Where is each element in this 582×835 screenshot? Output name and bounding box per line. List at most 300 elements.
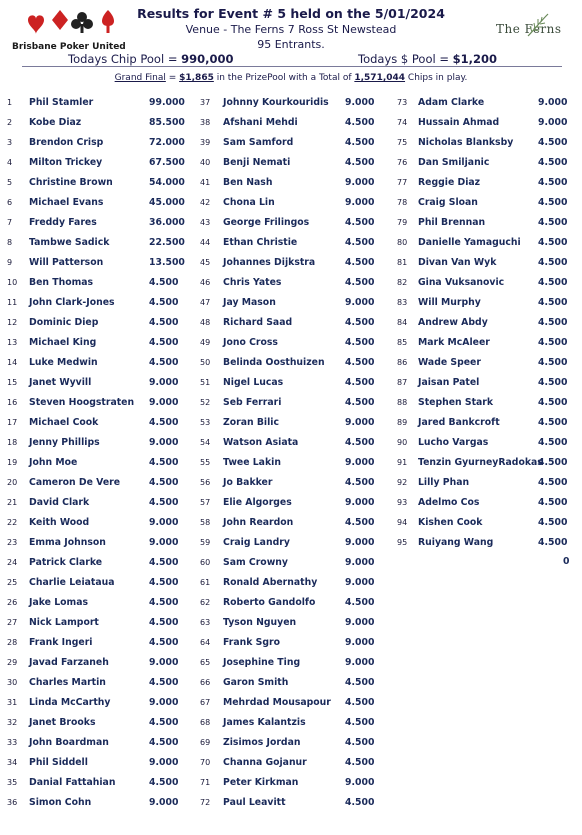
rank-number: 27 [7,618,18,627]
rank-number: 23 [7,538,18,547]
rank-number: 72 [200,798,211,807]
player-name: Linda McCarthy [29,697,111,708]
player-chips: 4.500 [149,577,179,588]
rank-number: 32 [7,718,18,727]
rank-number: 56 [200,478,211,487]
rank-number: 36 [7,798,18,807]
player-chips: 4.500 [149,737,179,748]
player-name: Luke Medwin [29,357,98,368]
rank-number: 55 [200,458,211,467]
rank-number: 79 [397,218,408,227]
rank-number: 12 [7,318,18,327]
rank-number: 19 [7,458,18,467]
rank-number: 41 [200,178,211,187]
player-name: Zoran Bilic [223,417,279,428]
player-chips: 9.000 [345,577,375,588]
player-name: David Clark [29,497,90,508]
player-name: Wade Speer [418,357,481,368]
player-chips: 4.500 [345,677,375,688]
player-chips: 4.500 [345,757,375,768]
player-chips: 4.500 [149,497,179,508]
player-chips: 9.000 [345,297,375,308]
player-name: Tyson Nguyen [223,617,297,628]
rank-number: 68 [200,718,211,727]
player-chips: 9.000 [149,697,179,708]
player-chips: 4.500 [538,397,568,408]
player-chips: 4.500 [345,137,375,148]
player-name: Freddy Fares [29,217,97,228]
player-chips: 4.500 [538,257,568,268]
player-name: Keith Wood [29,517,90,528]
player-name: Brendon Crisp [29,137,104,148]
rank-number: 14 [7,358,18,367]
rank-number: 82 [397,278,408,287]
rank-number: 74 [397,118,408,127]
rank-number: 46 [200,278,211,287]
player-name: Chona Lin [223,197,275,208]
rank-number: 88 [397,398,408,407]
player-name: Jay Mason [223,297,276,308]
grand-final-chips: 1,571,044 [354,73,406,83]
rank-number: 24 [7,558,18,567]
rank-number: 75 [397,138,408,147]
player-chips: 4.500 [538,517,568,528]
player-name: Charlie Leiataua [29,577,115,588]
player-chips: 4.500 [345,357,375,368]
player-chips: 4.500 [538,357,568,368]
grand-final-amount: $1,865 [179,73,214,83]
player-chips: 36.000 [149,217,185,228]
player-chips: 9.000 [345,97,375,108]
player-chips: 13.500 [149,257,185,268]
player-chips: 9.000 [149,797,179,808]
player-name: Elie Algorges [223,497,292,508]
player-name: Lilly Phan [418,477,470,488]
rank-number: 39 [200,138,211,147]
rank-number: 25 [7,578,18,587]
player-name: Garon Smith [223,677,289,688]
player-chips: 9.000 [345,537,375,548]
player-name: Paul Leavitt [223,797,286,808]
player-chips: 4.500 [149,777,179,788]
player-name: Jono Cross [223,337,278,348]
rank-number: 52 [200,398,211,407]
player-chips: 4.500 [345,157,375,168]
player-chips: 4.500 [538,297,568,308]
player-chips: 9.000 [149,397,179,408]
player-name: Nick Lamport [29,617,99,628]
rank-number: 65 [200,658,211,667]
player-name: Tenzin GyurneyRadokas [418,457,543,468]
rank-number: 64 [200,638,211,647]
player-name: Janet Brooks [29,717,96,728]
rank-number: 21 [7,498,18,507]
player-chips: 4.500 [538,477,568,488]
player-chips: 4.500 [345,477,375,488]
rank-number: 13 [7,338,18,347]
player-chips: 4.500 [538,237,568,248]
rank-number: 47 [200,298,211,307]
rank-number: 16 [7,398,18,407]
player-name: Tambwe Sadick [29,237,110,248]
player-chips: 4.500 [538,277,568,288]
rank-number: 4 [7,158,13,167]
player-name: Stephen Stark [418,397,494,408]
player-name: Javad Farzaneh [29,657,109,668]
player-name: John Reardon [223,517,294,528]
rank-number: 51 [200,378,211,387]
player-name: Craig Sloan [418,197,478,208]
player-chips: 9.000 [149,757,179,768]
rank-number: 78 [397,198,408,207]
venue-line: Venue - The Ferns 7 Ross St Newstead [185,23,397,36]
player-chips: 9.000 [538,117,568,128]
rank-number: 34 [7,758,18,767]
dollar-pool-value: $1,200 [452,52,498,66]
player-name: Emma Johnson [29,537,106,548]
rank-number: 10 [7,278,18,287]
rank-number: 77 [397,178,408,187]
player-name: Kobe Diaz [29,117,82,128]
player-chips: 4.500 [345,737,375,748]
player-chips: 4.500 [538,537,568,548]
rank-number: 57 [200,498,211,507]
rank-number: 60 [200,558,211,567]
rank-number: 69 [200,738,211,747]
chip-pool-value: 990,000 [181,52,234,66]
rank-number: 92 [397,478,408,487]
rank-number: 2 [7,118,13,127]
rank-number: 28 [7,638,18,647]
rank-number: 37 [200,98,211,107]
rank-number: 62 [200,598,211,607]
player-chips: 4.500 [538,457,568,468]
player-chips: 67.500 [149,157,185,168]
rank-number: 89 [397,418,408,427]
player-chips: 4.500 [538,137,568,148]
player-name: Johannes Dijkstra [223,257,316,268]
player-name: Danielle Yamaguchi [418,237,521,248]
rank-number: 48 [200,318,211,327]
player-name: Nicholas Blanksby [418,137,514,148]
player-chips: 9.000 [149,657,179,668]
rank-number: 71 [200,778,211,787]
player-name: Dominic Diep [29,317,99,328]
player-chips: 4.500 [345,117,375,128]
rank-number: 31 [7,698,18,707]
player-name: Dan Smiljanic [418,157,490,168]
rank-number: 81 [397,258,408,267]
rank-number: 90 [397,438,408,447]
rank-number: 91 [397,458,408,467]
player-chips: 4.500 [149,597,179,608]
player-name: George Frilingos [223,217,310,228]
player-name: Nigel Lucas [223,377,284,388]
player-chips: 9.000 [345,197,375,208]
player-name: Milton Trickey [29,157,103,168]
player-name: Andrew Abdy [418,317,488,328]
player-name: John Moe [29,457,78,468]
player-name: Sam Crowny [223,557,288,568]
player-name: Janet Wyvill [29,377,92,388]
rank-number: 17 [7,418,18,427]
player-name: Patrick Clarke [29,557,103,568]
player-name: Divan Van Wyk [418,257,497,268]
player-name: Benji Nemati [223,157,291,168]
trailing-zero: 0 [563,556,570,567]
player-chips: 9.000 [345,557,375,568]
rank-number: 59 [200,538,211,547]
rank-number: 70 [200,758,211,767]
rank-number: 40 [200,158,211,167]
player-chips: 4.500 [149,617,179,628]
rank-number: 85 [397,338,408,347]
player-name: Adam Clarke [418,97,485,108]
rank-number: 1 [7,98,13,107]
player-name: Charles Martin [29,677,106,688]
player-chips: 4.500 [345,597,375,608]
rank-number: 76 [397,158,408,167]
player-chips: 9.000 [538,97,568,108]
player-name: John Clark-Jones [29,297,115,308]
player-name: Lucho Vargas [418,437,489,448]
rank-number: 8 [7,238,13,247]
player-chips: 45.000 [149,197,185,208]
player-name: Jo Bakker [223,477,273,488]
grand-final-mid: in the PrizePool with a Total of [213,73,355,83]
player-chips: 4.500 [538,337,568,348]
player-chips: 9.000 [345,637,375,648]
player-name: Watson Asiata [223,437,299,448]
rank-number: 83 [397,298,408,307]
rank-number: 15 [7,378,18,387]
player-name: Richard Saad [223,317,293,328]
player-chips: 9.000 [149,437,179,448]
player-name: Johnny Kourkouridis [223,97,329,108]
player-chips: 4.500 [345,277,375,288]
rank-number: 45 [200,258,211,267]
rank-number: 18 [7,438,18,447]
player-chips: 4.500 [345,377,375,388]
page-title: Results for Event # 5 held on the 5/01/2024 [137,6,445,21]
player-name: Michael Evans [29,197,104,208]
rank-number: 35 [7,778,18,787]
player-chips: 4.500 [538,177,568,188]
player-name: Kishen Cook [418,517,483,528]
rank-number: 84 [397,318,408,327]
player-name: John Boardman [29,737,109,748]
player-name: Ethan Christie [223,237,298,248]
grand-final-label: Grand Final [114,73,166,83]
player-name: Phil Brennan [418,217,486,228]
rank-number: 30 [7,678,18,687]
player-chips: 4.500 [149,557,179,568]
grand-final-end: Chips in play. [405,73,468,83]
player-chips: 9.000 [345,497,375,508]
player-chips: 4.500 [149,277,179,288]
rank-number: 11 [7,298,18,307]
rank-number: 50 [200,358,211,367]
player-chips: 9.000 [345,777,375,788]
dollar-pool-label: Todays $ Pool = [358,52,453,66]
player-name: Ben Thomas [29,277,94,288]
player-chips: 4.500 [345,797,375,808]
rank-number: 9 [7,258,13,267]
player-chips: 4.500 [149,317,179,328]
rank-number: 5 [7,178,13,187]
player-name: Ben Nash [223,177,273,188]
player-chips: 4.500 [538,377,568,388]
rank-number: 95 [397,538,408,547]
rank-number: 38 [200,118,211,127]
rank-number: 66 [200,678,211,687]
player-name: Reggie Diaz [418,177,481,188]
player-name: Steven Hoogstraten [29,397,135,408]
rank-number: 42 [200,198,211,207]
player-name: Jenny Phillips [29,437,100,448]
player-chips: 9.000 [345,417,375,428]
player-chips: 4.500 [149,457,179,468]
player-name: Seb Ferrari [223,397,282,408]
player-name: Michael King [29,337,97,348]
chip-pool-label: Todays Chip Pool = [68,52,182,66]
rank-number: 7 [7,218,13,227]
player-chips: 4.500 [149,717,179,728]
rank-number: 67 [200,698,211,707]
player-chips: 4.500 [345,237,375,248]
player-name: Chris Yates [223,277,282,288]
player-name: Mark McAleer [418,337,490,348]
player-chips: 54.000 [149,177,185,188]
player-chips: 4.500 [345,217,375,228]
rank-number: 86 [397,358,408,367]
player-name: Christine Brown [29,177,113,188]
player-name: Danial Fattahian [29,777,116,788]
player-chips: 4.500 [149,337,179,348]
rank-number: 54 [200,438,211,447]
player-chips: 4.500 [538,317,568,328]
player-name: Sam Samford [223,137,294,148]
rank-number: 58 [200,518,211,527]
player-name: Cameron De Vere [29,477,121,488]
player-chips: 4.500 [149,477,179,488]
player-chips: 4.500 [345,437,375,448]
dollar-pool [358,52,497,66]
logo-left-text: Brisbane Poker United [12,42,126,52]
player-name: Hussain Ahmad [418,117,500,128]
player-name: Ruiyang Wang [418,537,494,548]
player-chips: 4.500 [538,217,568,228]
player-name: Twee Lakin [223,457,281,468]
player-name: Frank Sgro [223,637,280,648]
player-chips: 4.500 [149,637,179,648]
player-chips: 4.500 [538,157,568,168]
rank-number: 26 [7,598,18,607]
player-chips: 9.000 [345,657,375,668]
player-name: Ronald Abernathy [223,577,318,588]
player-chips: 9.000 [345,457,375,468]
player-name: Craig Landry [223,537,290,548]
player-name: Will Murphy [418,297,481,308]
player-chips: 4.500 [345,717,375,728]
player-chips: 22.500 [149,237,185,248]
player-chips: 85.500 [149,117,185,128]
player-name: Gina Vuksanovic [418,277,505,288]
player-name: Jake Lomas [29,597,89,608]
grand-final-eq: = [165,73,180,83]
divider-line [22,66,562,67]
player-chips: 4.500 [538,497,568,508]
player-chips: 4.500 [345,257,375,268]
rank-number: 22 [7,518,18,527]
rank-number: 73 [397,98,408,107]
player-chips: 9.000 [345,177,375,188]
player-name: Zisimos Jordan [223,737,301,748]
player-name: Frank Ingeri [29,637,93,648]
player-chips: 4.500 [149,357,179,368]
player-name: Peter Kirkman [223,777,299,788]
player-chips: 4.500 [538,417,568,428]
player-chips: 4.500 [149,417,179,428]
player-chips: 9.000 [345,617,375,628]
player-name: Channa Gojanur [223,757,307,768]
rank-number: 3 [7,138,13,147]
rank-number: 49 [200,338,211,347]
player-name: Simon Cohn [29,797,92,808]
player-name: Belinda Oosthuizen [223,357,325,368]
player-name: Jaisan Patel [418,377,480,388]
rank-number: 61 [200,578,211,587]
player-chips: 4.500 [345,697,375,708]
player-chips: 9.000 [149,377,179,388]
player-name: Phil Stamler [29,97,94,108]
player-chips: 4.500 [345,317,375,328]
rank-number: 44 [200,238,211,247]
rank-number: 93 [397,498,408,507]
player-name: Mehrdad Mousapour [223,697,331,708]
player-name: Roberto Gandolfo [223,597,316,608]
rank-number: 94 [397,518,408,527]
logo-right-text: The Ferns [496,22,562,36]
rank-number: 87 [397,378,408,387]
player-chips: 4.500 [538,437,568,448]
grand-final-line [0,73,582,83]
player-name: Jared Bankcroft [418,417,500,428]
player-name: Afshani Mehdi [223,117,298,128]
player-name: James Kalantzis [223,717,306,728]
player-chips: 4.500 [345,337,375,348]
player-chips: 72.000 [149,137,185,148]
rank-number: 33 [7,738,18,747]
rank-number: 20 [7,478,18,487]
chip-pool [68,52,234,66]
player-chips: 4.500 [345,517,375,528]
rank-number: 43 [200,218,211,227]
player-name: Phil Siddell [29,757,88,768]
rank-number: 63 [200,618,211,627]
player-chips: 4.500 [149,677,179,688]
player-chips: 4.500 [538,197,568,208]
player-chips: 99.000 [149,97,185,108]
entrants-count: 95 Entrants. [257,38,325,51]
player-name: Adelmo Cos [418,497,480,508]
player-chips: 4.500 [149,297,179,308]
player-name: Josephine Ting [223,657,301,668]
rank-number: 80 [397,238,408,247]
player-chips: 9.000 [149,537,179,548]
rank-number: 53 [200,418,211,427]
rank-number: 29 [7,658,18,667]
